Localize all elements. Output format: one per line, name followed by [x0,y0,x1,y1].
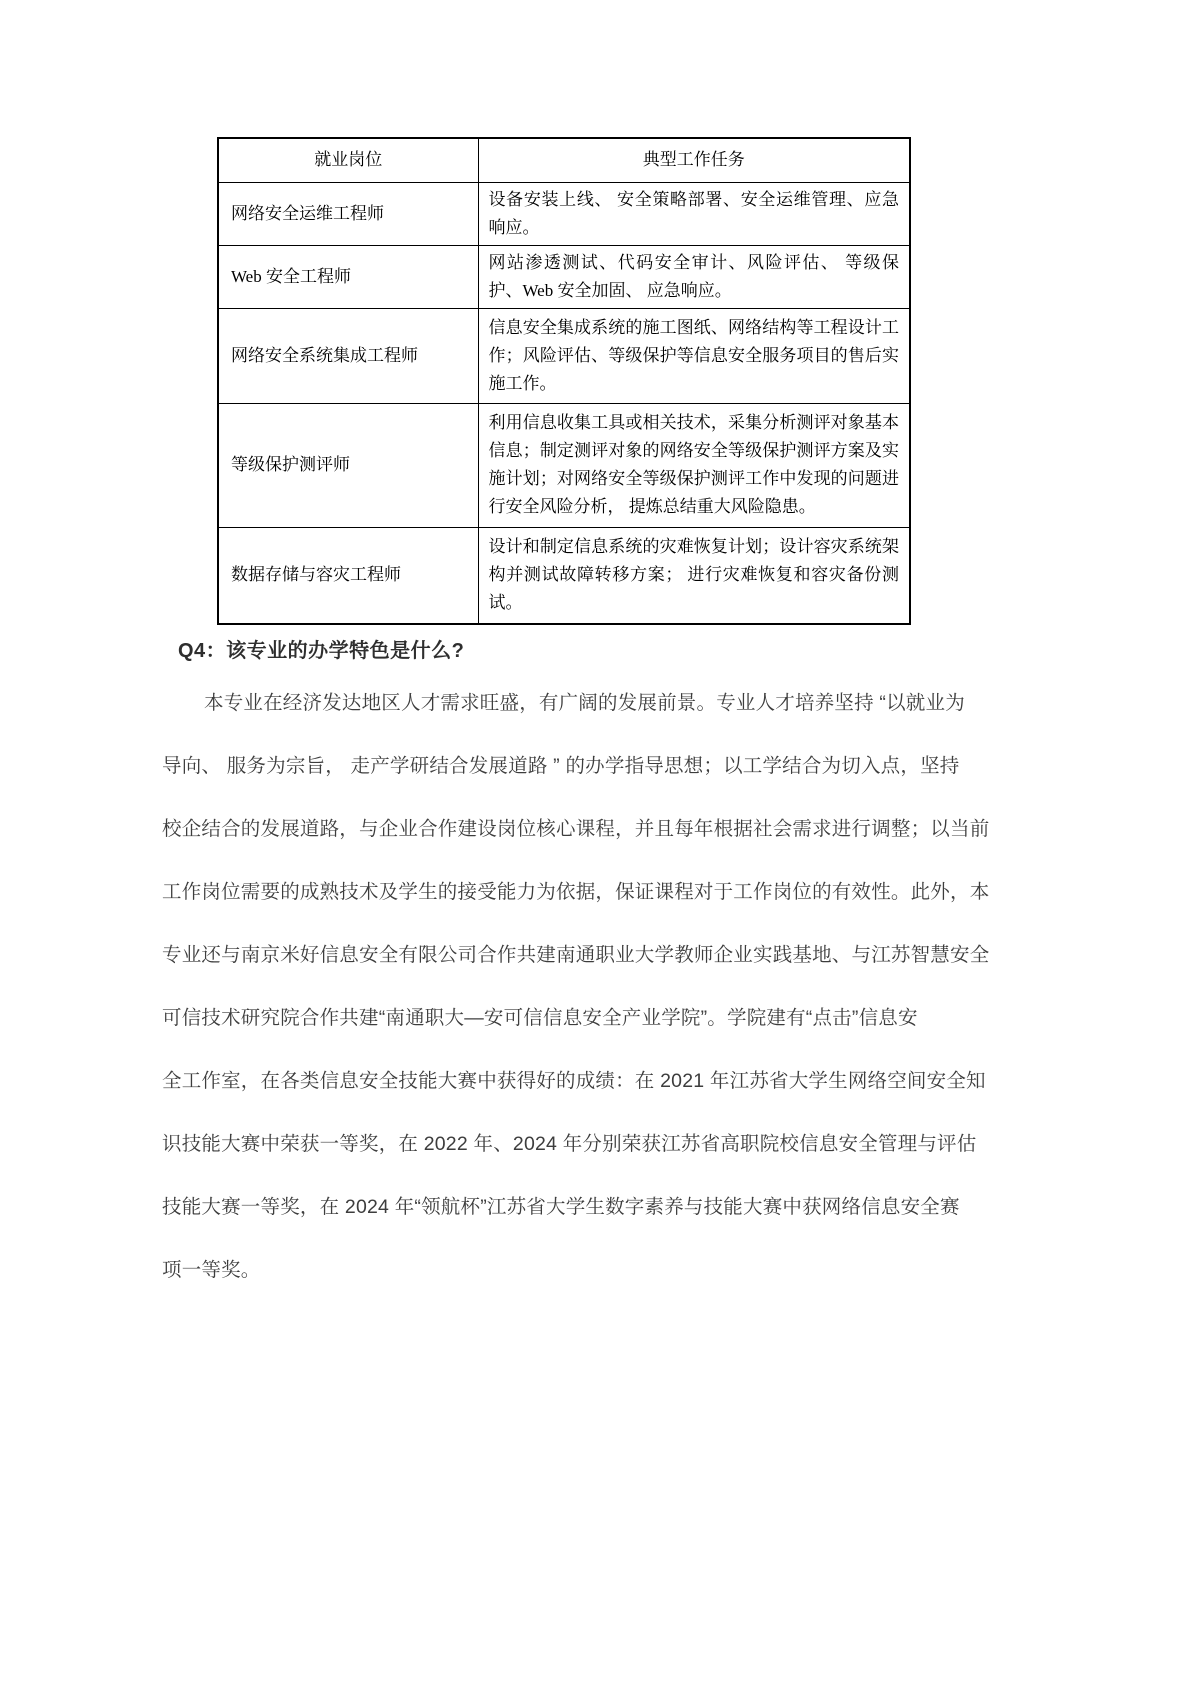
task-cell: 信息安全集成系统的施工图纸、网络结构等工程设计工作；风险评估、等级保护等信息安全服务项目的售后实施工作。 [478,308,910,403]
paragraph-line: 导向、 服务为宗旨， 走产学研结合发展道路 ” 的办学指导思想；以工学结合为切入点，坚持 [162,755,960,777]
paragraph-line: 识技能大赛中荣获一等奖，在 2022 年、2024 年分别荣获江苏省高职院校信息安全管理与评估 [162,1133,977,1155]
table-row [218,527,910,624]
employment-positions-table [217,137,911,625]
paragraph-line: 可信技术研究院合作共建“南通职大—安可信信息安全产业学院”。学院建有“点击”信息安 [162,1007,918,1029]
position-cell: Web 安全工程师 [218,245,478,308]
paragraph-line: 项一等奖。 [162,1259,261,1281]
table-row [218,182,910,245]
paragraph-line: 专业还与南京米好信息安全有限公司合作共建南通职业大学教师企业实践基地、与江苏智慧安全 [162,944,990,966]
question-heading: Q4：该专业的办学特色是什么? [178,640,465,662]
table-row [218,245,910,308]
position-cell: 网络安全运维工程师 [218,182,478,245]
task-cell: 设计和制定信息系统的灾难恢复计划；设计容灾系统架构并测试故障转移方案； 进行灾难恢复和容灾备份测试。 [478,527,910,624]
task-cell: 设备安装上线、 安全策略部署、安全运维管理、应急响应。 [478,182,910,245]
task-cell: 利用信息收集工具或相关技术，采集分析测评对象基本信息；制定测评对象的网络安全等级保护测评方案及实施计划；对网络安全等级保护测评工作中发现的问题进行安全风险分析， 提炼总结重大风险隐患。 [478,403,910,527]
table-row [218,308,910,403]
paragraph-line: 全工作室，在各类信息安全技能大赛中获得好的成绩：在 2021 年江苏省大学生网络空间安全知 [162,1070,986,1092]
task-cell: 网站渗透测试、代码安全审计、风险评估、 等级保护、Web 安全加固、 应急响应。 [478,245,910,308]
paragraph-line: 技能大赛一等奖，在 2024 年“领航杯”江苏省大学生数字素养与技能大赛中获网络信息安全赛 [162,1196,960,1218]
paragraph-line: 校企结合的发展道路，与企业合作建设岗位核心课程，并且每年根据社会需求进行调整；以当前 [162,818,990,840]
position-cell: 数据存储与容灾工程师 [218,527,478,624]
position-cell: 等级保护测评师 [218,403,478,527]
answer-paragraph [162,672,1034,1302]
header-task: 典型工作任务 [478,138,910,182]
table-row [218,403,910,527]
header-position: 就业岗位 [218,138,478,182]
paragraph-line: 工作岗位需要的成熟技术及学生的接受能力为依据，保证课程对于工作岗位的有效性。此外，本 [162,881,990,903]
position-cell: 网络安全系统集成工程师 [218,308,478,403]
paragraph-line: 本专业在经济发达地区人才需求旺盛，有广阔的发展前景。专业人才培养坚持 “以就业为 [204,692,965,714]
table-header-row [218,138,910,182]
